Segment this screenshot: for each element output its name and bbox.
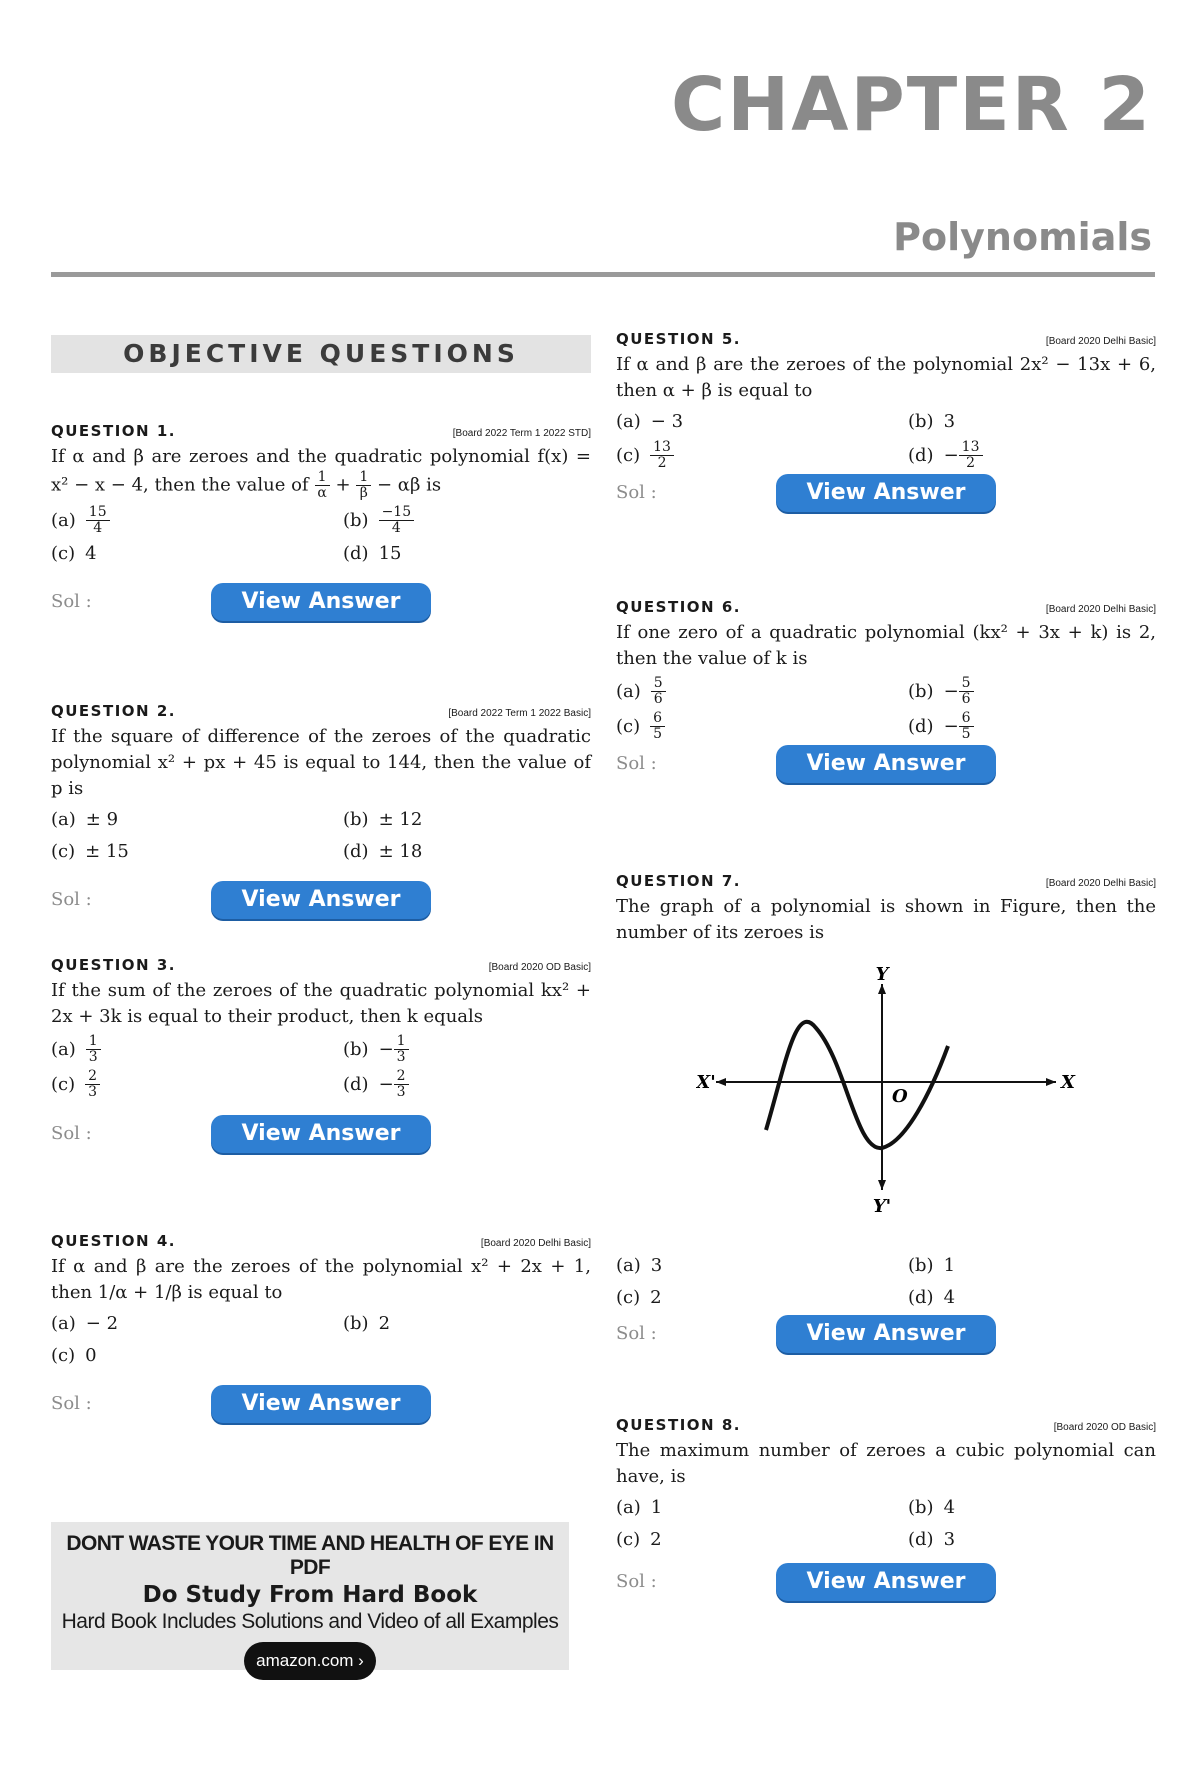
sol-label: Sol : <box>616 482 657 503</box>
question-source: [Board 2020 OD Basic] <box>1053 1422 1156 1433</box>
question-text: If α and β are the zeroes of the polynomial 2x² − 13x + 6, then α + β is equal to <box>616 354 1156 401</box>
question-text: If the sum of the zeroes of the quadratic polynomial kx² + 2x + 3k is equal to their product, then k equals <box>51 980 591 1027</box>
question-text: The maximum number of zeroes a cubic polynomial can have, is <box>616 1440 1156 1487</box>
promo-line-3: Hard Book Includes Solutions and Video of all Examples <box>61 1610 559 1633</box>
view-answer-button[interactable]: View Answer <box>211 1385 431 1423</box>
promo-line-2: Do Study From Hard Book <box>142 1582 478 1608</box>
option-c[interactable]: (c) 4 <box>51 543 97 564</box>
option-a[interactable]: (a) $\frac{1}{3}$ <box>51 1034 343 1065</box>
option-c[interactable]: (c) $\frac{2}{3}$ <box>51 1069 343 1100</box>
option-a[interactable]: (a) $\frac{5}{6}$ <box>616 676 908 707</box>
fraction: $\frac{1}{\beta}$ <box>356 470 371 501</box>
question-text: If one zero of a quadratic polynomial (kx² + 3x + k) is 2, then the value of k is <box>616 622 1156 669</box>
option-d[interactable]: (d) 15 <box>343 543 402 564</box>
option-c[interactable]: (c) 0 <box>51 1345 97 1366</box>
sol-label: Sol : <box>616 1571 657 1592</box>
y-neg-arrow-icon <box>878 1180 886 1190</box>
option-c[interactable]: (c) 2 <box>616 1287 662 1308</box>
promo-line-1: DONT WASTE YOUR TIME AND HEALTH OF EYE IN PDF <box>66 1532 554 1579</box>
option-b[interactable]: (b) − $\frac{5}{6}$ <box>908 676 1156 707</box>
question-number: QUESTION 4. <box>51 1232 176 1250</box>
option-c[interactable]: (c) ± 15 <box>51 841 129 862</box>
question-number: QUESTION 5. <box>616 330 741 348</box>
polynomial-graph <box>696 962 1076 1217</box>
option-a[interactable]: (a) $\frac{15}{4}$ <box>51 505 343 536</box>
x-arrow-icon <box>1046 1078 1056 1086</box>
fraction: $\frac{1}{\alpha}$ <box>314 470 329 501</box>
view-answer-button[interactable]: View Answer <box>211 1115 431 1153</box>
question-1 <box>51 418 591 622</box>
question-3 <box>51 952 591 1154</box>
options <box>616 1494 1156 1554</box>
option-d[interactable]: (d) 3 <box>908 1529 956 1550</box>
options <box>51 1034 591 1100</box>
sol-label: Sol : <box>616 753 657 774</box>
sol-label: Sol : <box>51 1393 92 1414</box>
question-source: [Board 2022 Term 1 2022 Basic] <box>448 708 591 719</box>
view-answer-button[interactable]: View Answer <box>776 1563 996 1601</box>
header-divider <box>51 272 1155 277</box>
option-c[interactable]: (c) $\frac{6}{5}$ <box>616 711 908 742</box>
polynomial-curve <box>766 1022 948 1148</box>
question-number: QUESTION 1. <box>51 422 176 440</box>
options <box>51 1310 591 1370</box>
option-a[interactable]: (a) − 2 <box>51 1313 119 1334</box>
question-source: [Board 2020 Delhi Basic] <box>1045 878 1156 889</box>
option-b[interactable]: (b) 2 <box>343 1313 391 1334</box>
question-8 <box>616 1412 1156 1602</box>
question-5 <box>616 326 1156 513</box>
option-b[interactable]: (b) 1 <box>908 1255 956 1276</box>
options <box>51 505 591 568</box>
option-a[interactable]: (a) − 3 <box>616 411 684 432</box>
view-answer-button[interactable]: View Answer <box>776 474 996 512</box>
question-2 <box>51 698 591 920</box>
option-a[interactable]: (a) 3 <box>616 1255 663 1276</box>
option-d[interactable]: (d) 4 <box>908 1287 956 1308</box>
view-answer-button[interactable]: View Answer <box>776 745 996 783</box>
sol-label: Sol : <box>51 591 92 612</box>
option-d[interactable]: (d) − $\frac{2}{3}$ <box>343 1069 591 1100</box>
options <box>616 1252 1156 1312</box>
question-number: QUESTION 7. <box>616 872 741 890</box>
origin-label: O <box>892 1086 908 1107</box>
question-4 <box>51 1228 591 1424</box>
sol-label: Sol : <box>616 1323 657 1344</box>
y-neg-axis-label: Y' <box>872 1196 892 1217</box>
question-text: If the square of difference of the zeroes of the quadratic polynomial x² + px + 45 is equal to 144, then the value of p is <box>51 726 591 799</box>
question-number: QUESTION 2. <box>51 702 176 720</box>
question-source: [Board 2020 OD Basic] <box>488 962 591 973</box>
option-b[interactable]: (b) 3 <box>908 411 956 432</box>
options <box>616 676 1156 742</box>
option-b[interactable]: (b) 4 <box>908 1497 956 1518</box>
question-7 <box>616 868 1156 1358</box>
x-neg-axis-label: X' <box>696 1072 716 1093</box>
question-text: If α and β are zeroes and the quadratic polynomial f(x) = x² − x − 4, then the value of $\frac{1}{\alpha}$ + $\frac{1}{\beta}$ − αβ is <box>51 446 591 501</box>
option-d[interactable]: (d) − $\frac{6}{5}$ <box>908 711 1156 742</box>
question-6 <box>616 594 1156 784</box>
options <box>51 806 591 866</box>
question-source: [Board 2022 Term 1 2022 STD] <box>452 428 591 439</box>
section-title: OBJECTIVE QUESTIONS <box>51 335 591 373</box>
option-a[interactable]: (a) 1 <box>616 1497 663 1518</box>
sol-label: Sol : <box>51 889 92 910</box>
hardbook-promo <box>51 1522 569 1670</box>
amazon-button[interactable]: amazon.com › <box>244 1642 376 1680</box>
chapter-subject: Polynomials <box>893 215 1152 259</box>
options <box>616 408 1156 471</box>
option-b[interactable]: (b) ± 12 <box>343 809 423 830</box>
option-b[interactable]: (b) $\frac{-15}{4}$ <box>343 505 591 536</box>
option-c[interactable]: (c) $\frac{13}{2}$ <box>616 440 908 471</box>
option-a[interactable]: (a) ± 9 <box>51 809 119 830</box>
option-d[interactable]: (d) − $\frac{13}{2}$ <box>908 440 1156 471</box>
y-arrow-icon <box>878 984 886 994</box>
y-axis-label: Y <box>875 964 889 985</box>
option-c[interactable]: (c) 2 <box>616 1529 662 1550</box>
question-number: QUESTION 8. <box>616 1416 741 1434</box>
question-source: [Board 2020 Delhi Basic] <box>1045 336 1156 347</box>
view-answer-button[interactable]: View Answer <box>776 1315 996 1353</box>
x-neg-arrow-icon <box>716 1078 726 1086</box>
chapter-title: CHAPTER 2 <box>670 62 1152 148</box>
question-text: If α and β are the zeroes of the polynomial x² + 2x + 1, then 1/α + 1/β is equal to <box>51 1256 591 1303</box>
sol-label: Sol : <box>51 1123 92 1144</box>
x-axis-label: X <box>1061 1072 1075 1093</box>
question-number: QUESTION 6. <box>616 598 741 616</box>
view-answer-button[interactable]: View Answer <box>211 583 431 621</box>
option-d[interactable]: (d) ± 18 <box>343 841 423 862</box>
question-number: QUESTION 3. <box>51 956 176 974</box>
question-source: [Board 2020 Delhi Basic] <box>480 1238 591 1249</box>
option-b[interactable]: (b) − $\frac{1}{3}$ <box>343 1034 591 1065</box>
question-text: The graph of a polynomial is shown in Figure, then the number of its zeroes is <box>616 896 1156 943</box>
view-answer-button[interactable]: View Answer <box>211 881 431 919</box>
question-source: [Board 2020 Delhi Basic] <box>1045 604 1156 615</box>
